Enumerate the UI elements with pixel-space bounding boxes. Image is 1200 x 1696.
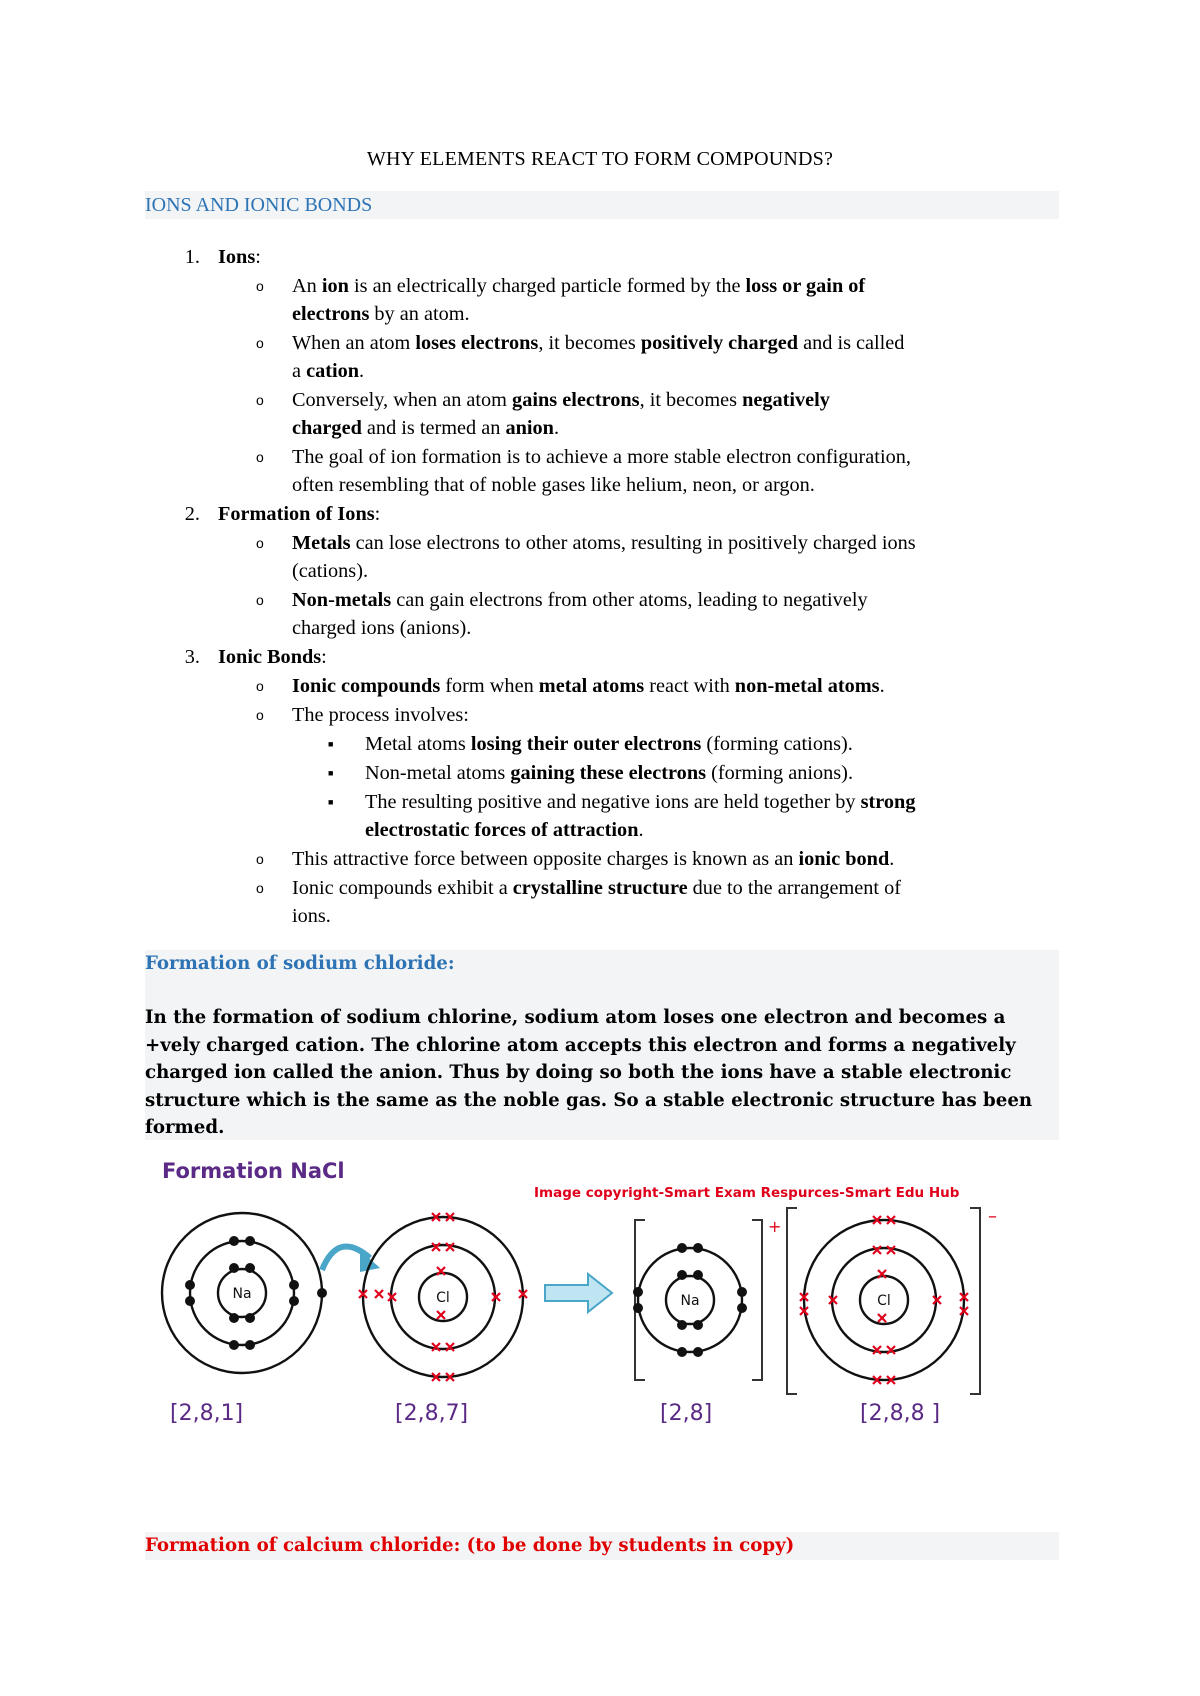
na-ion-charge: + bbox=[768, 1217, 782, 1236]
diagram-title: Formation NaCl bbox=[162, 1159, 345, 1183]
page-title: WHY ELEMENTS REACT TO FORM COMPOUNDS? bbox=[366, 148, 834, 170]
list-item-continuation: often resembling that of noble gases like helium, neon, or argon. bbox=[292, 474, 815, 496]
copyright-watermark: Image copyright-Smart Exam Respurces-Smart Edu Hub bbox=[534, 1185, 960, 1201]
list-item-continuation: charged and is termed an anion. bbox=[292, 417, 560, 439]
list-item: Ionic compounds exhibit a crystalline structure due to the arrangement of bbox=[292, 877, 902, 899]
sub-list-item: Metal atoms losing their outer electrons (forming cations). bbox=[365, 733, 853, 755]
cl-ion-left-bracket bbox=[787, 1208, 797, 1394]
bullet-icon: o bbox=[256, 335, 264, 351]
list-item: Metals can lose electrons to other atoms, resulting in positively charged ions bbox=[292, 532, 916, 554]
config-cl-ion: [2,8,8 ] bbox=[860, 1401, 941, 1425]
list-item: The goal of ion formation is to achieve a more stable electron configuration, bbox=[292, 446, 911, 468]
cl-atom-label: Cl bbox=[436, 1290, 450, 1306]
paragraph-line: charged ion called the anion. Thus by doing so both the ions have a stable electronic bbox=[145, 1062, 1012, 1084]
list-item: Conversely, when an atom gains electrons, it becomes negatively bbox=[292, 389, 830, 411]
square-bullet-icon: ■ bbox=[328, 768, 334, 778]
list-item-continuation: a cation. bbox=[292, 360, 365, 382]
na-ion-left-bracket bbox=[635, 1220, 645, 1380]
list-item-heading: Formation of Ions: bbox=[218, 503, 381, 525]
list-item-heading: Ions: bbox=[218, 246, 261, 268]
sub-list-item: The resulting positive and negative ions are held together by strong bbox=[365, 791, 916, 813]
bullet-icon: o bbox=[256, 449, 264, 465]
list-item: The process involves: bbox=[292, 704, 469, 726]
list-number: 1. bbox=[184, 246, 200, 268]
list-item: An ion is an electrically charged particle formed by the loss or gain of bbox=[292, 275, 866, 297]
nacl-formation-diagram bbox=[160, 1150, 1040, 1425]
section-heading-sodium-chloride: Formation of sodium chloride: bbox=[145, 953, 455, 974]
list-item-continuation: (cations). bbox=[292, 560, 369, 582]
list-item: Ionic compounds form when metal atoms react with non-metal atoms. bbox=[292, 675, 885, 697]
list-item: When an atom loses electrons, it becomes positively charged and is called bbox=[292, 332, 905, 354]
bullet-icon: o bbox=[256, 880, 264, 896]
bullet-icon: o bbox=[256, 592, 264, 608]
sodium-chloride-paragraph bbox=[145, 1004, 1059, 1142]
bullet-icon: o bbox=[256, 678, 264, 694]
sub-list-item: Non-metal atoms gaining these electrons (forming anions). bbox=[365, 762, 854, 784]
bullet-icon: o bbox=[256, 707, 264, 723]
na-ion-right-bracket bbox=[752, 1220, 762, 1380]
bullet-icon: o bbox=[256, 278, 264, 294]
config-na-ion: [2,8] bbox=[660, 1401, 713, 1425]
config-cl: [2,8,7] bbox=[395, 1401, 469, 1425]
na-atom-label: Na bbox=[232, 1286, 252, 1302]
paragraph-line: +vely charged cation. The chlorine atom accepts this electron and forms a negatively bbox=[145, 1034, 1016, 1056]
list-number: 2. bbox=[184, 503, 200, 525]
section-heading-calcium-chloride: Formation of calcium chloride: (to be done by students in copy) bbox=[145, 1532, 1059, 1560]
na-ion-label: Na bbox=[680, 1293, 700, 1309]
paragraph-line: In the formation of sodium chlorine, sodium atom loses one electron and becomes a bbox=[145, 1007, 1006, 1028]
list-item-continuation: ions. bbox=[292, 905, 331, 927]
list-item-continuation: charged ions (anions). bbox=[292, 617, 472, 639]
bullet-icon: o bbox=[256, 535, 264, 551]
sodium-chloride-section bbox=[145, 950, 1059, 1140]
cl-ion-right-bracket bbox=[970, 1208, 980, 1394]
reaction-arrow-icon bbox=[545, 1274, 612, 1312]
square-bullet-icon: ■ bbox=[328, 797, 334, 807]
square-bullet-icon: ■ bbox=[328, 739, 334, 749]
list-item: Non-metals can gain electrons from other atoms, leading to negatively bbox=[292, 589, 868, 611]
list-number: 3. bbox=[184, 646, 200, 668]
paragraph-line: formed. bbox=[145, 1117, 225, 1139]
paragraph-line: structure which is the same as the noble gas. So a stable electronic structure has been bbox=[145, 1089, 1033, 1111]
list-item-continuation: electrons by an atom. bbox=[292, 303, 470, 325]
cl-ion-charge: – bbox=[988, 1206, 997, 1227]
bullet-icon: o bbox=[256, 392, 264, 408]
section-heading-ions: IONS AND IONIC BONDS bbox=[145, 191, 1059, 219]
config-na: [2,8,1] bbox=[170, 1401, 244, 1425]
sodium-electrons bbox=[185, 1236, 327, 1350]
list-item: This attractive force between opposite charges is known as an ionic bond. bbox=[292, 848, 895, 870]
sub-list-item-continuation: electrostatic forces of attraction. bbox=[365, 819, 644, 841]
bullet-icon: o bbox=[256, 851, 264, 867]
cl-ion-label: Cl bbox=[877, 1293, 891, 1309]
list-item-heading: Ionic Bonds: bbox=[218, 646, 327, 668]
